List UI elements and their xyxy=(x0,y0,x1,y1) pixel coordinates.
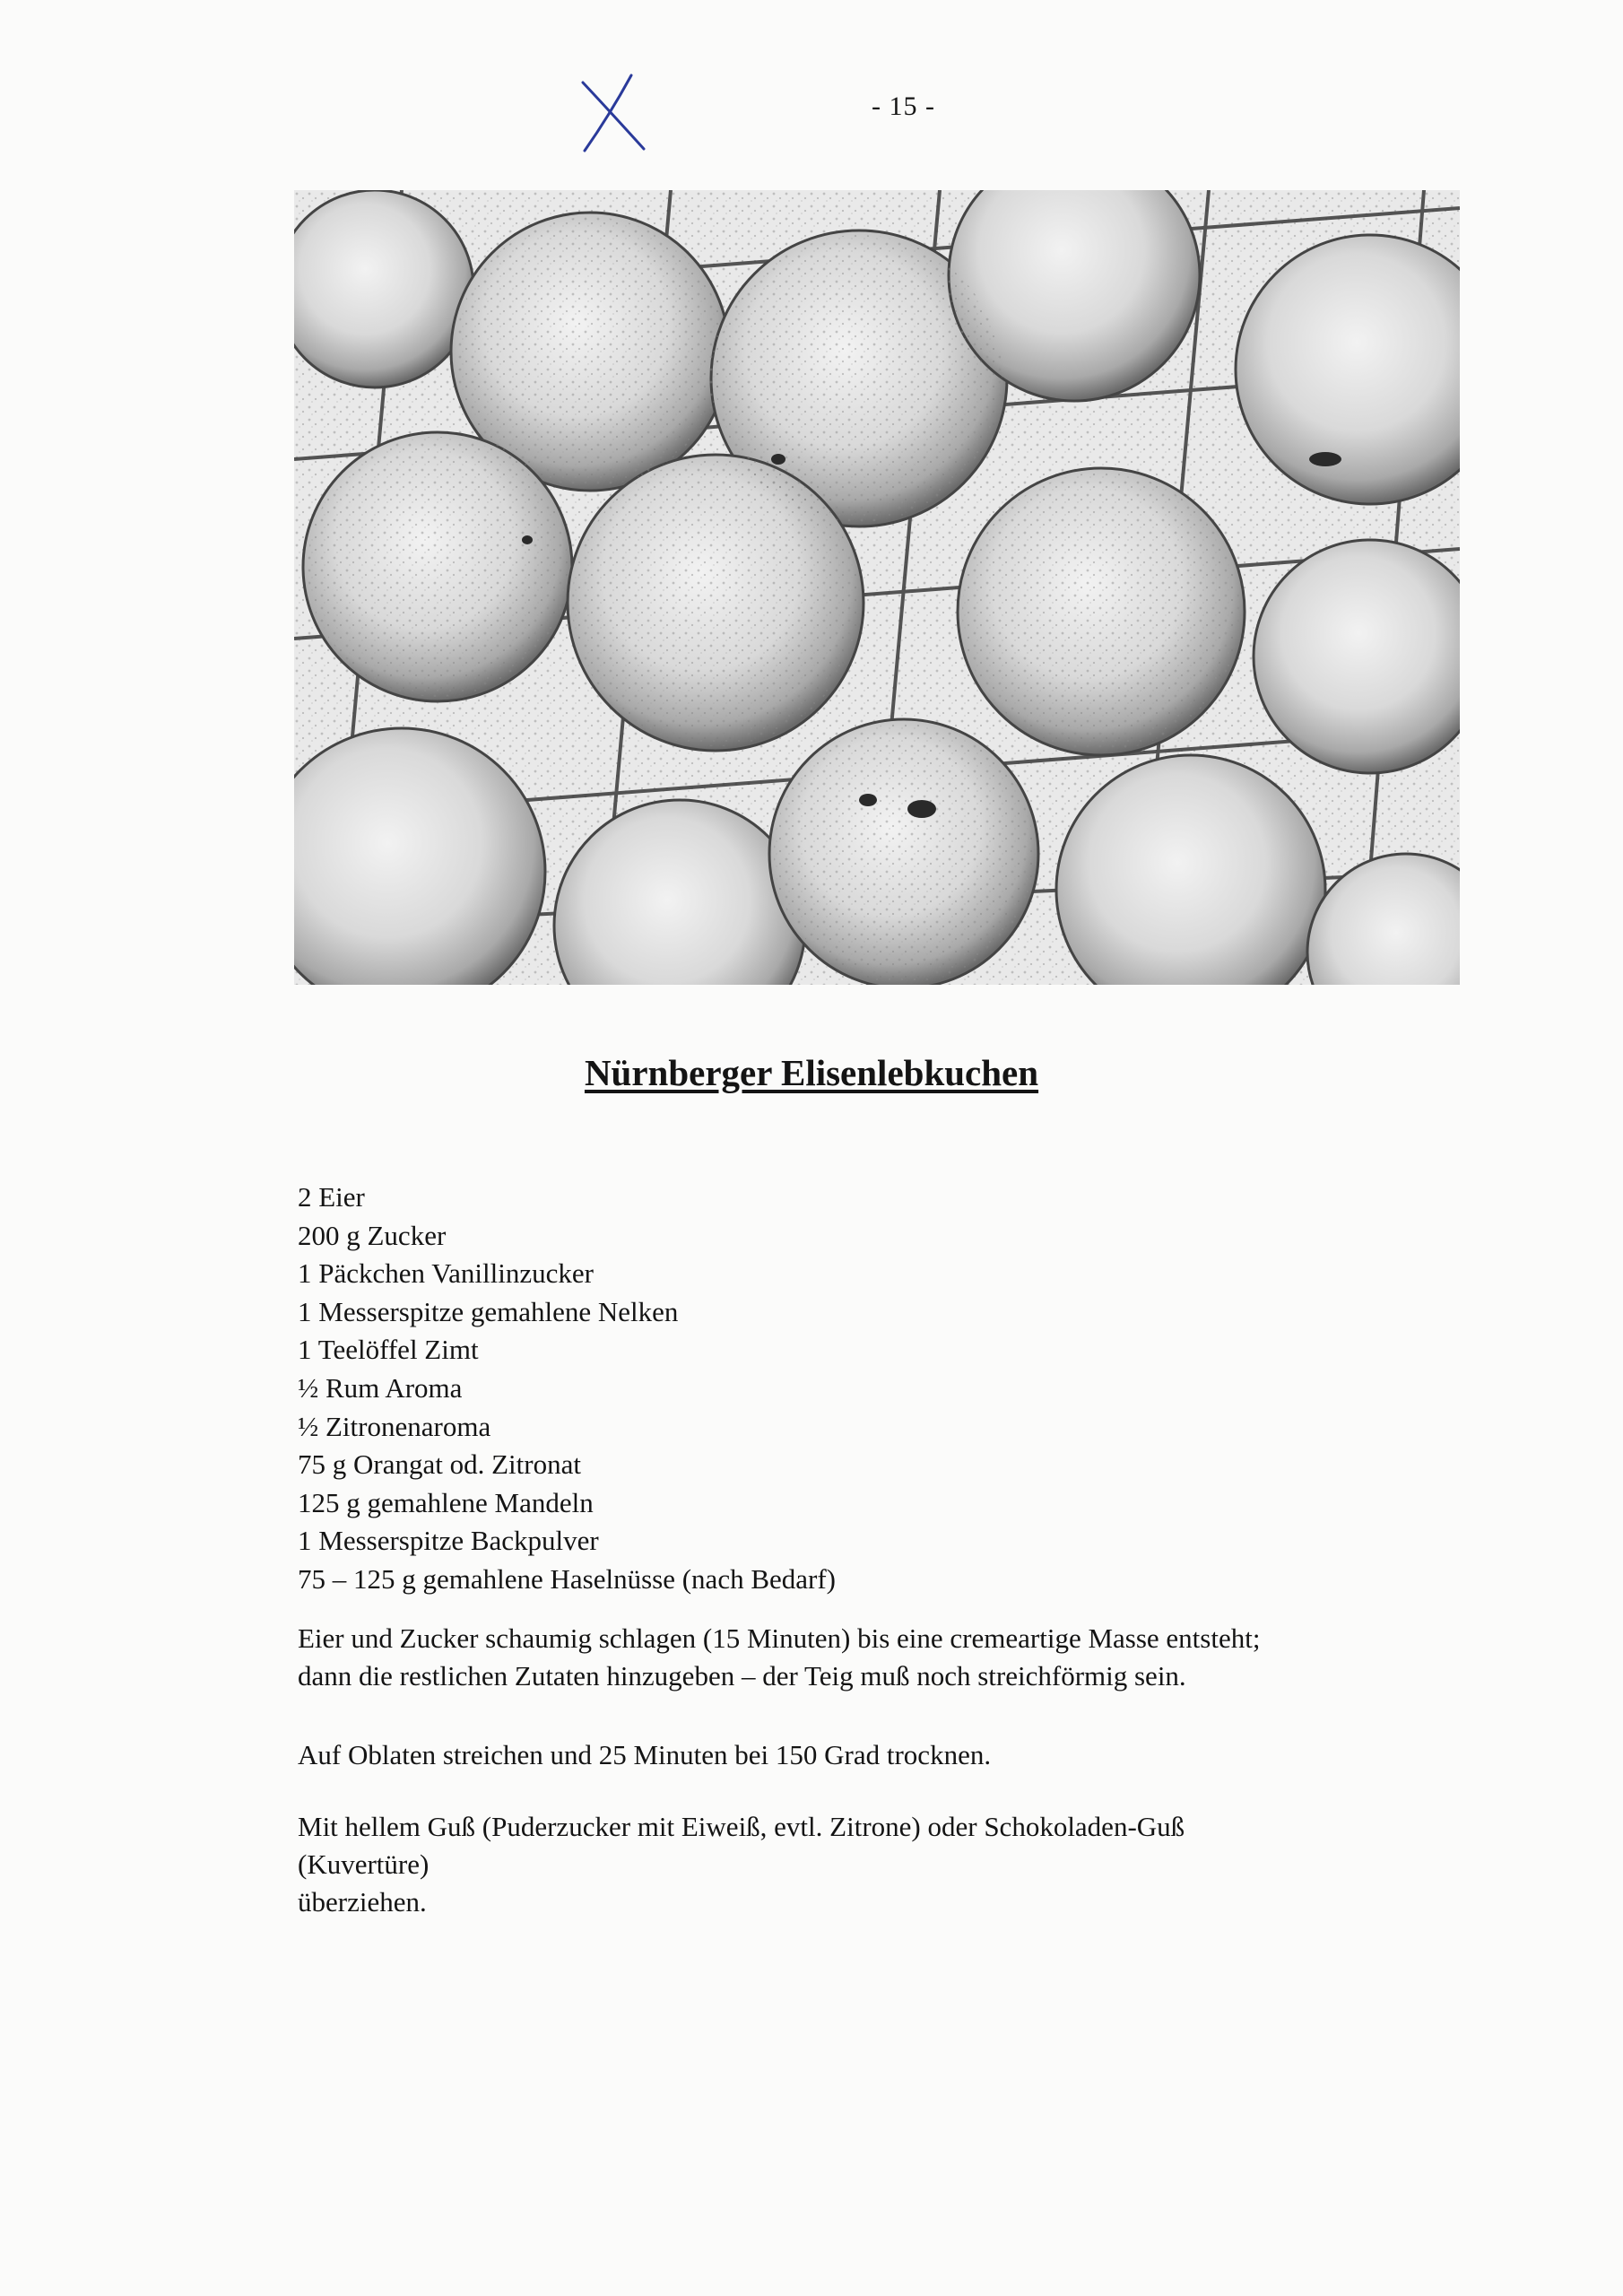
list-item: ½ Zitronenaroma xyxy=(298,1410,491,1442)
recipe-title: Nürnberger Elisenlebkuchen xyxy=(584,1052,1039,1093)
instruction-line: dann die restlichen Zutaten hinzugeben – der Teig muß noch streichförmig sein. xyxy=(298,1660,1186,1692)
list-item: 125 g gemahlene Mandeln xyxy=(298,1486,594,1518)
list-item: ½ Rum Aroma xyxy=(298,1371,463,1404)
list-item: 1 Messerspitze Backpulver xyxy=(298,1525,599,1557)
instruction-line: (Kuvertüre) xyxy=(298,1848,430,1880)
ingredient-list xyxy=(298,1178,836,1599)
instruction-line: überziehen. xyxy=(298,1886,427,1918)
instruction-paragraph-baking xyxy=(298,1736,991,1774)
cookies-photo xyxy=(294,190,1460,985)
instruction-line: Eier und Zucker schaumig schlagen (15 Minuten) bis eine cremeartige Masse entsteht; xyxy=(298,1622,1261,1654)
list-item: 75 g Orangat od. Zitronat xyxy=(298,1448,581,1481)
list-item: 1 Messerspitze gemahlene Nelken xyxy=(298,1295,679,1327)
list-item: 1 Teelöffel Zimt xyxy=(298,1334,479,1366)
instruction-line: Mit hellem Guß (Puderzucker mit Eiweiß, evtl. Zitrone) oder Schokoladen-Guß xyxy=(298,1811,1185,1842)
instruction-paragraph-glaze xyxy=(298,1808,1185,1921)
instruction-paragraph-mixing xyxy=(298,1620,1260,1695)
page-number: - 15 - xyxy=(872,91,935,121)
list-item: 75 – 125 g gemahlene Haselnüsse (nach Bedarf) xyxy=(298,1562,836,1595)
handwritten-x-mark xyxy=(574,70,649,152)
list-item: 1 Päckchen Vanillinzucker xyxy=(298,1257,594,1290)
list-item: 2 Eier xyxy=(298,1181,365,1213)
instruction-line: Auf Oblaten streichen und 25 Minuten bei 150 Grad trocknen. xyxy=(298,1739,992,1770)
list-item: 200 g Zucker xyxy=(298,1219,447,1251)
